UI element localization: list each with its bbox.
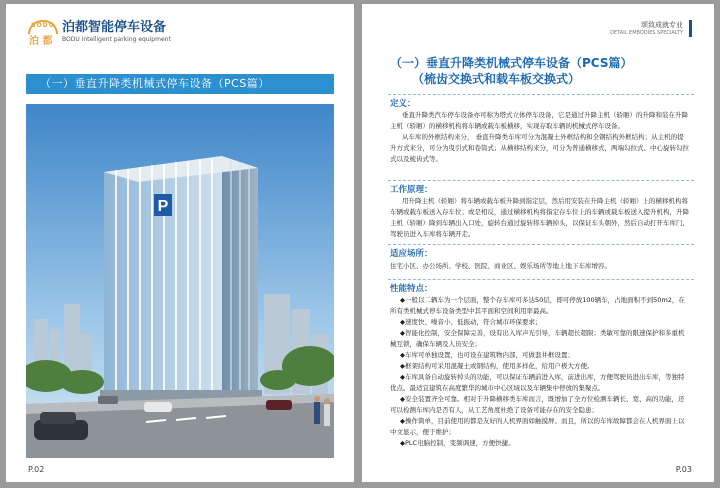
logo-mark-en: BODU	[31, 22, 55, 29]
feature-item: ◆智能化控制，安全保障完善，设有出入库声光引导，车辆超长超限；类敏可靠的限速保护和多重机械互锁，确保车辆及人员安全；	[390, 329, 685, 348]
right-page	[362, 4, 714, 482]
section-heading-principle: 工作原理：	[390, 185, 433, 195]
paragraph: 从车库的外框结构来分， 垂直升降类车库可分为混凝土外框结构和全钢结构外框结构；从主机的提升方式来分，可分为曳引式和卷筒式；从横移结构来分，可分为普通横移式，两端勾拉式、中心旋转勾拉式以及梳齿式等。	[390, 133, 689, 163]
chapter-banner: （一）垂直升降类机械式停车设备（PCS篇）	[26, 74, 334, 94]
slogan-cn: 颂致成就专业	[641, 21, 683, 29]
divider	[388, 180, 694, 181]
paragraph: 住宅小区、办公场所、学校、医院、商业区、娱乐场所等地上地下车库增容。	[390, 262, 611, 270]
page-number-left: P.02	[28, 465, 45, 474]
page-number-right: P.03	[675, 465, 692, 474]
logo-mark-cn: 泊 都	[29, 36, 53, 47]
section-heading-definition: 定义：	[390, 99, 416, 109]
divider	[388, 279, 694, 280]
section-heading-features: 性能特点：	[390, 284, 433, 294]
paragraph: 用升降主机（轿厢）将车辆或载车板升降到指定层，然后用安装在升降主机（轿厢）上的横移机构将车辆或载车板送入存车位；或是相反，通过横移机构将指定存车位上的车辆或载车板送入提升机构，升降主机（轿厢）降到车辆出入口处，旋转台通过旋转将车辆掉头，以保证车头朝外，然后自动打开车库门，驾驶员进入车库将车辆开走。	[390, 197, 689, 238]
section-body-definition	[390, 110, 690, 165]
divider	[388, 94, 694, 95]
slogan-en: DETAIL EMBODIES SPECIALTY	[610, 30, 683, 36]
company-subtitle: BODU intelligent parking equipment	[62, 35, 171, 43]
logo-mark	[28, 20, 58, 47]
feature-item: ◆框架结构可采用混凝土或钢结构，使用多样化，给用户极大方便。	[400, 362, 594, 370]
section-body-venues	[390, 261, 690, 272]
section-heading-venues: 适应场所：	[390, 249, 433, 259]
feature-item: ◆安全装置齐全可靠。相对于升降横移类车库而言，既增加了全方位检测车辆长、宽、高的功能，还可以检测车库内是否有人，从工艺角度杜绝了设备可能存在的安全隐患；	[390, 395, 685, 414]
company-name: 泊都智能停车设备	[62, 19, 167, 35]
paragraph: 垂直升降类汽车停车设备亦可称为塔式立体停车设备，它是通过升降主机（轿厢）的升降和装在升降主机（轿厢）的横移机构将车辆或载车板横移，实现存取车辆的机械式停车设备。	[390, 111, 688, 130]
divider	[388, 244, 694, 245]
brand-logo	[28, 19, 171, 47]
page-title: （一）垂直升降类机械式停车设备（PCS篇）	[390, 56, 633, 70]
logo-text	[62, 21, 171, 44]
page-subtitle: （梳齿交换式和载车板交换式）	[412, 72, 581, 86]
feature-item: ◆车库具备自动旋转掉头的功能，可以保证车辆前进入库，前进出库，方便驾驶员进出车库，等独特优点。最适宜建筑在高度繁华的城市中心区域以及车辆集中停放的集聚点。	[390, 373, 685, 392]
section-body-principle	[390, 196, 690, 240]
slogan-tag	[610, 20, 692, 37]
parking-building-photo	[26, 104, 334, 458]
feature-item: ◆车库可单独设置，也可设在建筑物内部，可做套井框设置；	[400, 351, 574, 359]
feature-item: ◆操作简单，目前使用的都是友好的人机界面如触摸屏。而且，所以的车库故障都会在人机界面上以中文显示，便于维护；	[390, 417, 685, 436]
feature-list	[390, 295, 690, 449]
feature-item: ◆PLC电脑控制，变频调速，方便快捷。	[400, 439, 515, 447]
feature-item: ◆一般以二辆车为一个层面，整个存车库可多达50层，即可停放100辆车，占地面积不到50m2，在所有类机械式停车设备类型中其平面和空间利用率最高。	[390, 296, 685, 315]
left-page	[6, 4, 354, 482]
feature-item: ◆速度快、噪音小、低振动，符合城市环保要求；	[400, 318, 542, 326]
parking-sign: P	[157, 198, 169, 215]
